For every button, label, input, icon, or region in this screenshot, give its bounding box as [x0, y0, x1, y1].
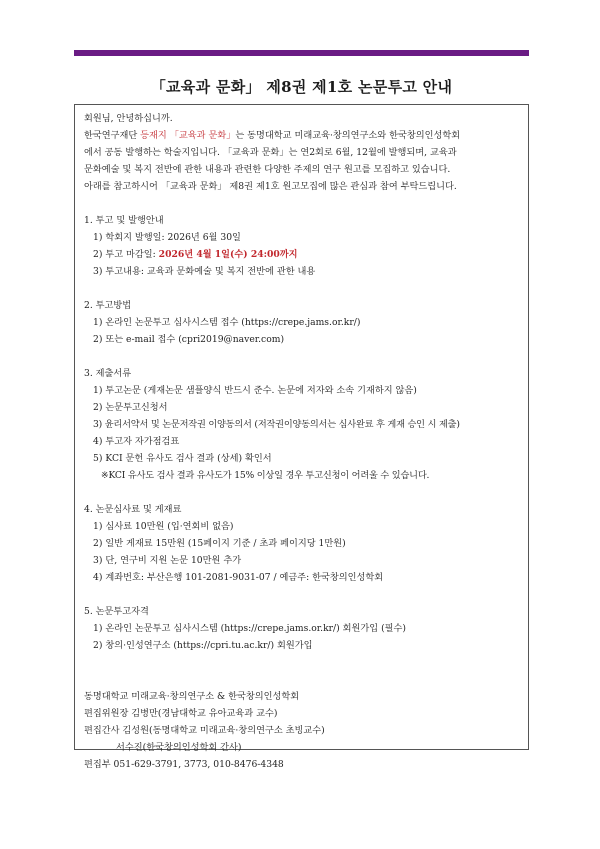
section-2-item-1: 1) 온라인 논문투고 심사시스템 접수 (https://crepe.jams.or.kr/)	[93, 317, 361, 328]
intro-line-1-start: 한국연구재단	[84, 130, 141, 141]
section-3-item-3: 3) 윤리서약서 및 논문저작권 이양동의서 (저작권이양동의서는 심사완료 후 게재 승인 시 제출)	[93, 419, 460, 430]
intro-line-1-end: 는 동명대학교 미래교육·창의연구소와 한국창의인성학회	[235, 130, 461, 141]
intro-line-3: 문화예술 및 복지 전반에 관한 내용과 관련한 다양한 주제의 연구 원고를 모집하고 있습니다.	[84, 164, 451, 175]
section-5-item-1: 1) 온라인 논문투고 심사시스템 (https://crepe.jams.or.kr/) 회원가입 (필수)	[93, 623, 406, 634]
document-title: 「교육과 문화」 제8권 제1호 논문투고 안내	[150, 78, 453, 96]
footer-secretary-1: 편집간사 김성원(동명대학교 미래교육·창의연구소 초빙교수)	[84, 725, 325, 736]
section-4-item-3: 3) 단, 연구비 지원 논문 10만원 추가	[93, 555, 242, 566]
deadline-label: 2) 투고 마감일:	[93, 249, 159, 260]
intro-line-4: 아래를 참고하시어 「교육과 문화」 제8권 제1호 원고모집에 많은 관심과 참여 부탁드립니다.	[84, 181, 457, 192]
section-2-item-2: 2) 또는 e-mail 접수 (cpri2019@naver.com)	[93, 334, 285, 345]
footer-secretary-2: 서수진(한국창의인성학회 간사)	[116, 742, 242, 753]
footer-chief-editor: 편집위원장 김병만(경남대학교 유아교육과 교수)	[84, 708, 278, 719]
section-1-item-3: 3) 투고내용: 교육과 문화예술 및 복지 전반에 관한 내용	[93, 266, 316, 277]
journal-highlight: 등재지 「교육과 문화」	[140, 130, 236, 141]
greeting: 회원님, 안녕하십니까.	[84, 113, 173, 124]
section-3-item-2: 2) 논문투고신청서	[93, 402, 168, 413]
deadline-date: 2026년 4월 1일(수) 24:00까지	[158, 249, 298, 260]
section-3-item-5: 5) KCI 문헌 유사도 검사 결과 (상세) 확인서	[93, 453, 272, 464]
section-4-item-2: 2) 일반 게재료 15만원 (15페이지 기준 / 초과 페이지당 1만원)	[93, 538, 346, 549]
section-5-item-2: 2) 창의·인성연구소 (https://cpri.tu.ac.kr/) 회원가입	[93, 640, 313, 651]
notice-content	[84, 110, 522, 773]
footer-contact: 편집부 051-629-3791, 3773, 010-8476-4348	[84, 759, 284, 770]
section-3-heading: 3. 제출서류	[84, 368, 132, 379]
section-1-item-1: 1) 학회지 발행일: 2026년 6월 30일	[93, 232, 241, 243]
section-1-item-2	[84, 246, 522, 263]
section-3-item-1: 1) 투고논문 (게재논문 샘플양식 반드시 준수. 논문에 저자와 소속 기재하지 않음)	[93, 385, 417, 396]
section-4-item-4: 4) 계좌번호: 부산은행 101-2081-9031-07 / 예금주: 한국창의인성학회	[93, 572, 384, 583]
section-5-heading: 5. 논문투고자격	[84, 606, 149, 617]
intro-line-1	[84, 127, 522, 144]
section-3-item-4: 4) 투고자 자가점검표	[93, 436, 180, 447]
header-accent-bar	[74, 50, 529, 56]
section-1-heading: 1. 투고 및 발행안내	[84, 215, 164, 226]
intro-line-2: 에서 공동 발행하는 학술지입니다. 「교육과 문화」는 연2회로 6월, 12월에 발행되며, 교육과	[84, 147, 457, 158]
similarity-note: ※KCI 유사도 검사 결과 유사도가 15% 이상일 경우 투고신청이 어려울 수 있습니다.	[101, 470, 430, 481]
section-2-heading: 2. 투고방법	[84, 300, 132, 311]
footer-organization: 동명대학교 미래교육·창의연구소 & 한국창의인성학회	[84, 691, 300, 702]
section-4-heading: 4. 논문심사료 및 게재료	[84, 504, 182, 515]
section-4-item-1: 1) 심사료 10만원 (입·연회비 없음)	[93, 521, 234, 532]
